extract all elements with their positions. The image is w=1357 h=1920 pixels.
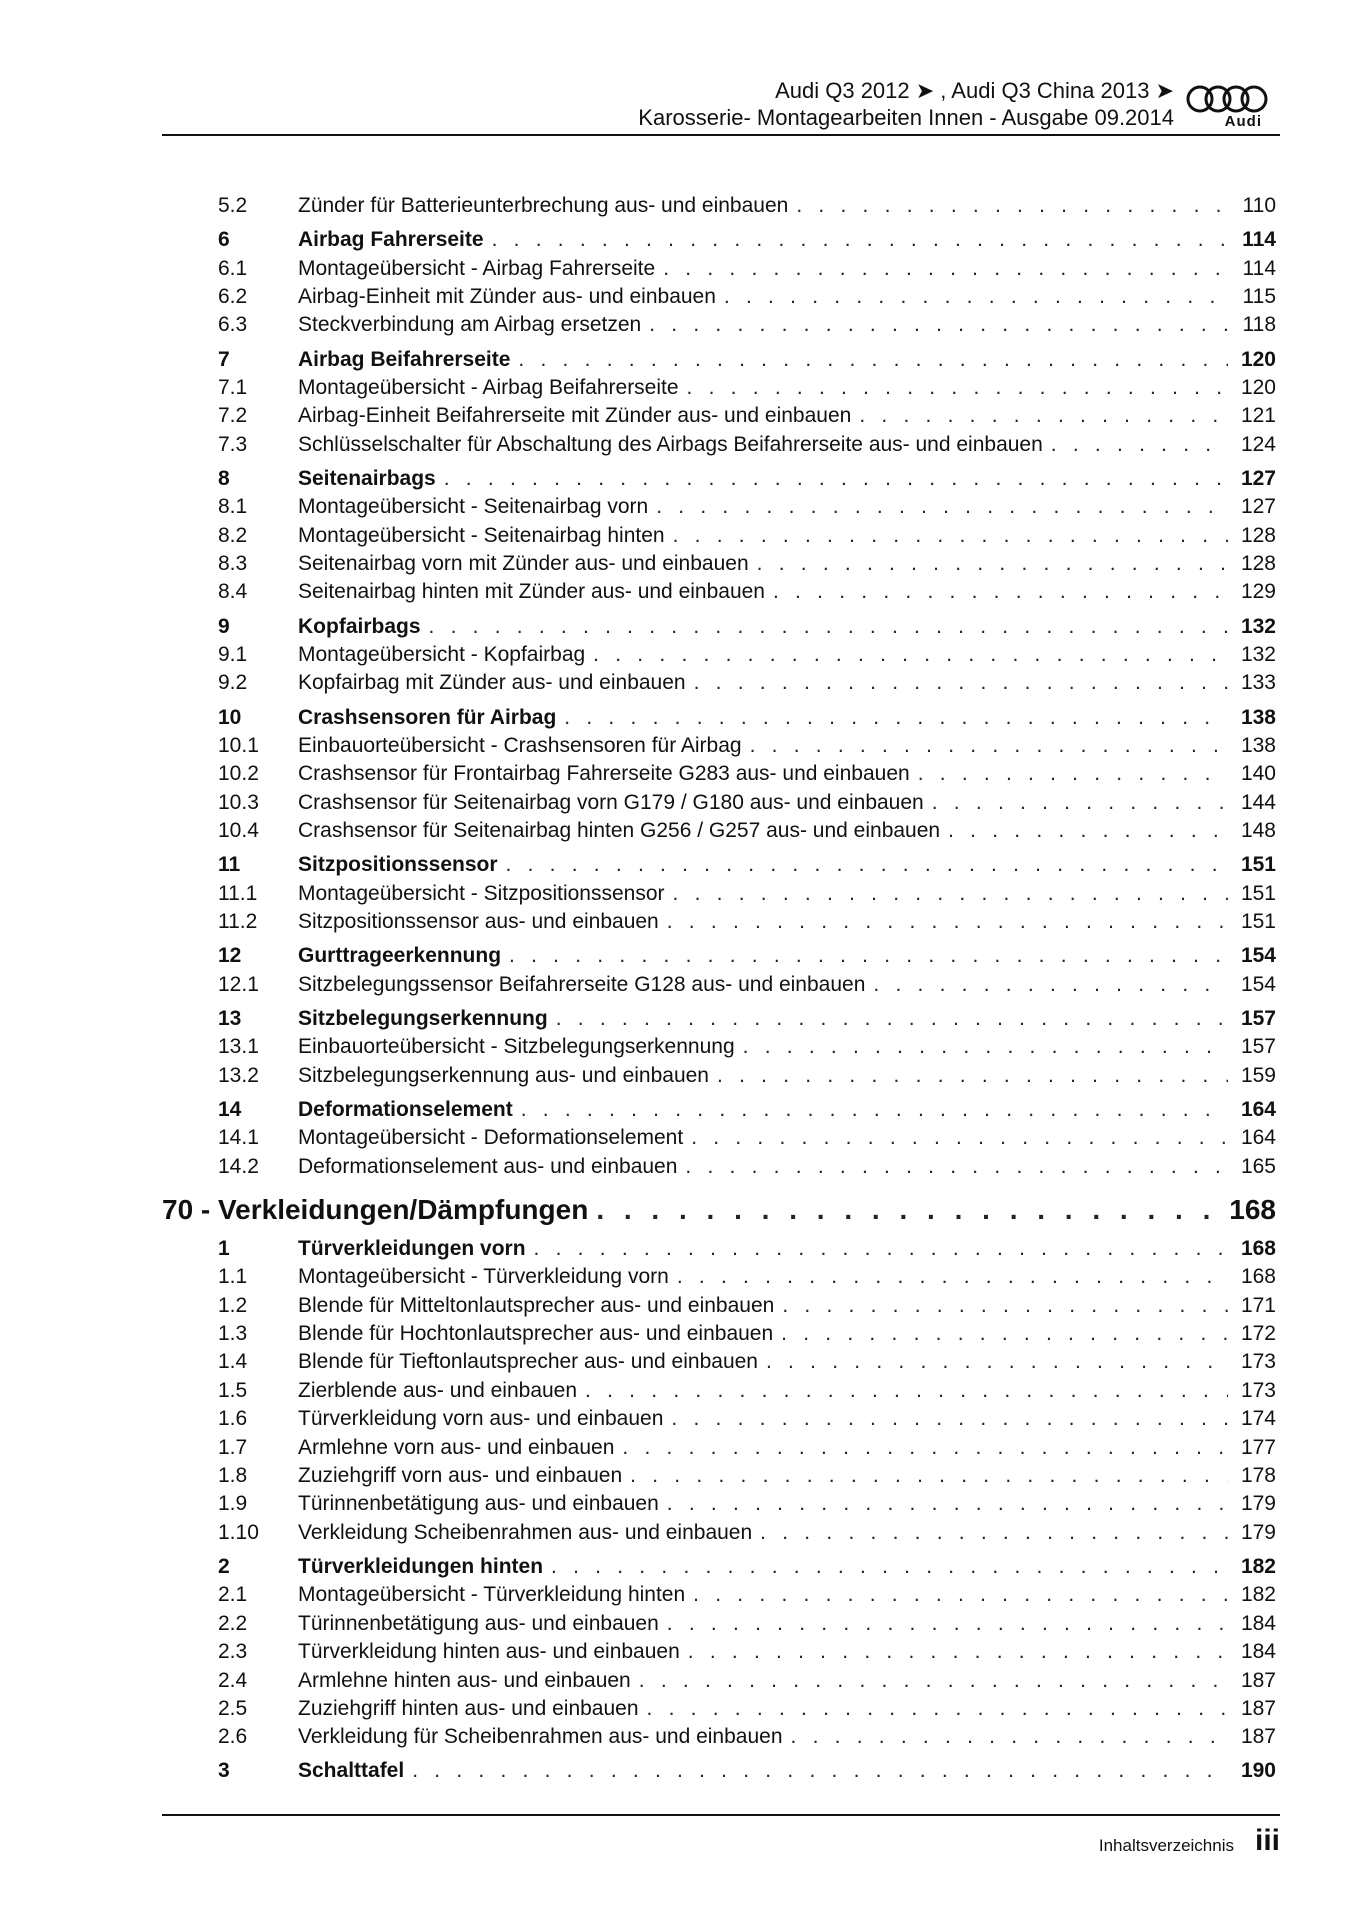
toc-entry-page: 132 bbox=[1240, 643, 1276, 667]
toc-subsection[interactable] bbox=[162, 311, 1276, 339]
toc-entry-number: 5.2 bbox=[218, 194, 248, 217]
toc-leader-dots bbox=[412, 1757, 1228, 1785]
toc-section[interactable] bbox=[162, 851, 1276, 879]
toc-leader-dots bbox=[873, 971, 1228, 999]
toc-leader-dots bbox=[444, 465, 1228, 493]
toc-entry-title: Crashsensor für Seitenairbag hinten G256 / G257 aus- und einbauen bbox=[298, 819, 941, 843]
toc-entry-number: 1.1 bbox=[218, 1265, 248, 1289]
toc-subsection[interactable] bbox=[162, 1263, 1276, 1291]
toc-entry-title: Sitzpositionssensor aus- und einbauen bbox=[298, 910, 659, 934]
toc-entry-title: Türinnenbetätigung aus- und einbauen bbox=[298, 1492, 659, 1516]
toc-leader-dots bbox=[521, 1096, 1228, 1124]
toc-subsection[interactable] bbox=[162, 283, 1276, 311]
toc-subsection[interactable] bbox=[162, 1667, 1276, 1695]
toc-entry-page: 120 bbox=[1240, 347, 1276, 371]
toc-leader-dots bbox=[593, 641, 1228, 669]
toc-entry-title: Deformationselement bbox=[298, 1097, 513, 1121]
toc-leader-dots bbox=[564, 704, 1228, 732]
toc-entry-title: Crashsensor für Seitenairbag vorn G179 / G180 aus- und einbauen bbox=[298, 790, 924, 814]
toc-entry-number: 9.2 bbox=[218, 671, 248, 695]
header-model-line: Audi Q3 2012 ➤ , Audi Q3 China 2013 ➤ bbox=[775, 78, 1174, 103]
toc-entry-title: Türverkleidung vorn aus- und einbauen bbox=[298, 1407, 664, 1431]
toc-entry-number: 10 bbox=[218, 705, 242, 729]
toc-entry-page: 154 bbox=[1240, 944, 1276, 968]
toc-entry-title: Seitenairbag hinten mit Zünder aus- und einbauen bbox=[298, 580, 765, 604]
toc-subsection[interactable] bbox=[162, 1124, 1276, 1152]
toc-entry-number: 8.4 bbox=[218, 580, 248, 604]
toc-entry-page: 151 bbox=[1240, 881, 1276, 905]
toc-entry-page: 187 bbox=[1240, 1668, 1276, 1692]
toc-subsection[interactable] bbox=[162, 1405, 1276, 1433]
toc-section[interactable] bbox=[162, 1005, 1276, 1033]
toc-entry-title: Zierblende aus- und einbauen bbox=[298, 1378, 578, 1402]
toc-entry-title: Verkleidung Scheibenrahmen aus- und einbauen bbox=[298, 1520, 753, 1544]
toc-entry-page: 178 bbox=[1240, 1463, 1276, 1487]
toc-entry-page: 173 bbox=[1240, 1350, 1276, 1374]
toc-leader-dots bbox=[760, 1519, 1228, 1547]
toc-entry-page: 120 bbox=[1240, 375, 1276, 399]
toc-entry-page: 164 bbox=[1240, 1097, 1276, 1121]
toc-subsection[interactable] bbox=[162, 641, 1276, 669]
toc-subsection[interactable] bbox=[162, 1292, 1276, 1320]
toc-entry-page: 151 bbox=[1240, 853, 1276, 877]
toc-entry-page: 168 bbox=[1240, 1236, 1276, 1260]
toc-leader-dots bbox=[671, 1405, 1228, 1433]
toc-entry-title: Montageübersicht - Türverkleidung hinten bbox=[298, 1583, 686, 1607]
toc-leader-dots bbox=[667, 1490, 1228, 1518]
toc-entry-page: 138 bbox=[1240, 734, 1276, 758]
toc-entry-number: 10.2 bbox=[218, 762, 259, 786]
toc-entry-title: Sitzpositionssensor bbox=[298, 853, 498, 877]
toc-entry-number: 10.3 bbox=[218, 790, 259, 814]
toc-subsection[interactable] bbox=[162, 493, 1276, 521]
toc-subsection[interactable] bbox=[162, 1581, 1276, 1609]
toc-subsection[interactable] bbox=[162, 1610, 1276, 1638]
toc-entry-title: Crashsensoren für Airbag bbox=[298, 705, 557, 729]
toc-leader-dots bbox=[796, 192, 1228, 220]
toc-entry-title: Montageübersicht - Kopfairbag bbox=[298, 643, 586, 667]
toc-section[interactable] bbox=[162, 346, 1276, 374]
toc-entry-page: 140 bbox=[1240, 762, 1276, 786]
toc-subsection[interactable] bbox=[162, 374, 1276, 402]
toc-leader-dots bbox=[791, 1723, 1228, 1751]
toc-entry-number: 1.2 bbox=[218, 1293, 248, 1317]
toc-subsection[interactable] bbox=[162, 971, 1276, 999]
toc-entry-number: 1 bbox=[218, 1236, 230, 1260]
toc-leader-dots bbox=[717, 1062, 1228, 1090]
toc-entry-title: Montageübersicht - Airbag Fahrerseite bbox=[298, 256, 656, 280]
toc-subsection[interactable] bbox=[162, 1462, 1276, 1490]
toc-section[interactable] bbox=[162, 1553, 1276, 1581]
toc-entry-title: Deformationselement aus- und einbauen bbox=[298, 1154, 678, 1178]
toc-entry-title: Airbag-Einheit mit Zünder aus- und einbauen bbox=[298, 284, 716, 308]
toc-leader-dots bbox=[773, 578, 1228, 606]
toc-entry-number: 2.3 bbox=[218, 1640, 248, 1664]
toc-entry-title: 70 - Verkleidungen/Dämpfungen bbox=[162, 1194, 589, 1226]
toc-entry-title: Zuziehgriff vorn aus- und einbauen bbox=[298, 1463, 623, 1487]
toc-entry-number: 10.4 bbox=[218, 819, 259, 843]
toc-leader-dots bbox=[693, 1581, 1228, 1609]
toc-entry-number: 2 bbox=[218, 1554, 230, 1578]
toc-entry-number: 11 bbox=[218, 853, 241, 877]
toc-leader-dots bbox=[647, 1695, 1228, 1723]
toc-leader-dots bbox=[506, 851, 1228, 879]
toc-leader-dots bbox=[757, 550, 1228, 578]
toc-entry-page: 174 bbox=[1240, 1407, 1276, 1431]
toc-entry-number: 13 bbox=[218, 1006, 242, 1030]
toc-entry-page: 165 bbox=[1240, 1154, 1276, 1178]
toc-entry-page: 164 bbox=[1240, 1126, 1276, 1150]
toc-leader-dots bbox=[673, 880, 1228, 908]
toc-entry-page: 128 bbox=[1240, 552, 1276, 576]
toc-leader-dots bbox=[518, 346, 1228, 374]
toc-leader-dots bbox=[656, 493, 1228, 521]
toc-entry-title: Kopfairbag mit Zünder aus- und einbauen bbox=[298, 671, 686, 695]
toc-entry-number: 2.4 bbox=[218, 1668, 248, 1692]
toc-entry-number: 13.1 bbox=[218, 1035, 259, 1059]
toc-entry-title: Airbag-Einheit Beifahrerseite mit Zünder aus- und einbauen bbox=[298, 404, 852, 428]
toc-leader-dots bbox=[663, 255, 1228, 283]
toc-entry-page: 187 bbox=[1240, 1696, 1276, 1720]
toc-entry-number: 1.10 bbox=[218, 1520, 259, 1544]
toc-entry-page: 157 bbox=[1240, 1035, 1276, 1059]
toc-entry-title: Sitzbelegungserkennung aus- und einbauen bbox=[298, 1063, 709, 1087]
toc-entry-page: 132 bbox=[1240, 614, 1276, 638]
toc-leader-dots bbox=[596, 1191, 1221, 1229]
toc-leader-dots bbox=[781, 1320, 1228, 1348]
toc-entry-title: Türverkleidung hinten aus- und einbauen bbox=[298, 1640, 680, 1664]
toc-entry-page: 182 bbox=[1240, 1583, 1276, 1607]
toc-section[interactable] bbox=[162, 1096, 1276, 1124]
toc-entry-page: 182 bbox=[1240, 1554, 1276, 1578]
toc-entry-page: 168 bbox=[1240, 1265, 1276, 1289]
toc-entry-number: 1.9 bbox=[218, 1492, 248, 1516]
toc-entry-title: Montageübersicht - Sitzpositionssensor bbox=[298, 881, 665, 905]
toc-subsection[interactable] bbox=[162, 431, 1276, 459]
toc-entry-title: Kopfairbags bbox=[298, 614, 421, 638]
toc-entry-page: 173 bbox=[1240, 1378, 1276, 1402]
toc-entry-number: 1.6 bbox=[218, 1407, 248, 1431]
toc-entry-page: 121 bbox=[1240, 404, 1276, 428]
toc-leader-dots bbox=[639, 1667, 1228, 1695]
toc-subsection[interactable] bbox=[162, 880, 1276, 908]
toc-entry-page: 184 bbox=[1240, 1611, 1276, 1635]
toc-subsection[interactable] bbox=[162, 1638, 1276, 1666]
toc-entry-page: 124 bbox=[1240, 432, 1276, 456]
toc-leader-dots bbox=[694, 669, 1228, 697]
toc-section[interactable] bbox=[162, 465, 1276, 493]
toc-entry-page: 110 bbox=[1242, 194, 1276, 217]
toc-subsection[interactable] bbox=[162, 192, 1276, 220]
toc-entry-number: 10.1 bbox=[218, 734, 259, 758]
footer-rule bbox=[162, 1814, 1280, 1816]
toc-entry-page: 154 bbox=[1240, 972, 1276, 996]
toc-entry-title: Zünder für Batterieunterbrechung aus- und einbauen bbox=[298, 194, 789, 217]
toc-entry-title: Türverkleidungen vorn bbox=[298, 1236, 526, 1260]
toc-section[interactable] bbox=[162, 704, 1276, 732]
toc-leader-dots bbox=[673, 522, 1228, 550]
toc-leader-dots bbox=[932, 789, 1228, 817]
toc-section[interactable] bbox=[162, 1235, 1276, 1263]
toc-entry-number: 14.1 bbox=[218, 1126, 259, 1150]
toc-entry-page: 127 bbox=[1240, 466, 1276, 490]
toc-entry-number: 7.3 bbox=[218, 432, 248, 456]
toc-entry-title: Schlüsselschalter für Abschaltung des Airbags Beifahrerseite aus- und einbauen bbox=[298, 432, 1043, 456]
toc-entry-number: 12.1 bbox=[218, 972, 259, 996]
toc-subsection[interactable] bbox=[162, 908, 1276, 936]
toc-entry-number: 2.1 bbox=[218, 1583, 248, 1607]
toc-entry-number: 1.8 bbox=[218, 1463, 248, 1487]
toc-leader-dots bbox=[667, 1610, 1228, 1638]
toc-entry-number: 8.2 bbox=[218, 523, 248, 547]
toc-entry-number: 8 bbox=[218, 466, 230, 490]
toc-entry-page: 128 bbox=[1240, 523, 1276, 547]
footer-label: Inhaltsverzeichnis bbox=[1098, 1836, 1234, 1855]
toc-subsection[interactable] bbox=[162, 732, 1276, 760]
toc-entry-number: 6.2 bbox=[218, 284, 248, 308]
toc-entry-page: 114 bbox=[1242, 256, 1276, 280]
toc-entry-title: Airbag Fahrerseite bbox=[298, 228, 484, 252]
toc-entry-title: Einbauorteübersicht - Crashsensoren für Airbag bbox=[298, 734, 742, 758]
toc-entry-page: 114 bbox=[1242, 228, 1276, 252]
toc-entry-number: 1.7 bbox=[218, 1435, 248, 1459]
toc-entry-number: 13.2 bbox=[218, 1063, 259, 1087]
toc-subsection[interactable] bbox=[162, 789, 1276, 817]
toc-entry-title: Blende für Mitteltonlautsprecher aus- und einbauen bbox=[298, 1293, 775, 1317]
toc-leader-dots bbox=[630, 1462, 1228, 1490]
footer-page-number: iii bbox=[1254, 1824, 1280, 1857]
toc-leader-dots bbox=[724, 283, 1228, 311]
toc-entry-title: Türinnenbetätigung aus- und einbauen bbox=[298, 1611, 659, 1635]
toc-entry-number: 1.4 bbox=[218, 1350, 248, 1374]
toc-entry-number: 6.1 bbox=[218, 256, 248, 280]
toc-leader-dots bbox=[492, 226, 1228, 254]
toc-subsection[interactable] bbox=[162, 669, 1276, 697]
toc-leader-dots bbox=[766, 1348, 1228, 1376]
toc-leader-dots bbox=[687, 374, 1228, 402]
toc-leader-dots bbox=[667, 908, 1228, 936]
table-of-contents bbox=[162, 192, 1276, 1786]
toc-leader-dots bbox=[743, 1033, 1228, 1061]
toc-entry-number: 12 bbox=[218, 944, 242, 968]
toc-entry-title: Türverkleidungen hinten bbox=[298, 1554, 544, 1578]
toc-entry-title: Montageübersicht - Seitenairbag hinten bbox=[298, 523, 665, 547]
toc-section[interactable] bbox=[162, 942, 1276, 970]
toc-entry-number: 2.6 bbox=[218, 1725, 248, 1749]
toc-entry-title: Armlehne vorn aus- und einbauen bbox=[298, 1435, 615, 1459]
toc-entry-number: 1.3 bbox=[218, 1322, 248, 1346]
toc-entry-page: 159 bbox=[1240, 1063, 1276, 1087]
toc-leader-dots bbox=[534, 1235, 1228, 1263]
toc-entry-number: 9 bbox=[218, 614, 230, 638]
toc-subsection[interactable] bbox=[162, 402, 1276, 430]
toc-subsection[interactable] bbox=[162, 522, 1276, 550]
toc-leader-dots bbox=[509, 942, 1228, 970]
toc-entry-number: 7.2 bbox=[218, 404, 248, 428]
toc-subsection[interactable] bbox=[162, 255, 1276, 283]
audi-logo-text: Audi bbox=[1224, 113, 1262, 130]
toc-entry-number: 11.2 bbox=[218, 910, 258, 934]
toc-entry-title: Steckverbindung am Airbag ersetzen bbox=[298, 313, 642, 337]
toc-chapter[interactable] bbox=[162, 1191, 1276, 1229]
toc-subsection[interactable] bbox=[162, 1033, 1276, 1061]
toc-leader-dots bbox=[948, 817, 1228, 845]
toc-subsection[interactable] bbox=[162, 1377, 1276, 1405]
toc-entry-title: Blende für Tieftonlautsprecher aus- und einbauen bbox=[298, 1350, 758, 1374]
toc-entry-title: Blende für Hochtonlautsprecher aus- und einbauen bbox=[298, 1322, 774, 1346]
toc-entry-page: 133 bbox=[1240, 671, 1276, 695]
toc-leader-dots bbox=[750, 732, 1228, 760]
toc-entry-title: Montageübersicht - Airbag Beifahrerseite bbox=[298, 375, 679, 399]
toc-entry-page: 190 bbox=[1240, 1759, 1276, 1783]
toc-entry-number: 14 bbox=[218, 1097, 242, 1121]
toc-section[interactable] bbox=[162, 226, 1276, 254]
toc-entry-title: Verkleidung für Scheibenrahmen aus- und einbauen bbox=[298, 1725, 783, 1749]
toc-leader-dots bbox=[556, 1005, 1228, 1033]
toc-leader-dots bbox=[691, 1124, 1228, 1152]
toc-subsection[interactable] bbox=[162, 578, 1276, 606]
toc-subsection[interactable] bbox=[162, 1153, 1276, 1181]
toc-entry-number: 7.1 bbox=[218, 375, 248, 399]
toc-entry-number: 8.3 bbox=[218, 552, 248, 576]
header-rule bbox=[162, 134, 1280, 136]
toc-entry-page: 187 bbox=[1240, 1725, 1276, 1749]
toc-subsection[interactable] bbox=[162, 1062, 1276, 1090]
toc-entry-page: 144 bbox=[1240, 790, 1276, 814]
toc-entry-number: 6 bbox=[218, 228, 230, 252]
toc-section[interactable] bbox=[162, 613, 1276, 641]
toc-entry-title: Montageübersicht - Deformationselement bbox=[298, 1126, 684, 1150]
toc-leader-dots bbox=[585, 1377, 1228, 1405]
toc-leader-dots bbox=[782, 1292, 1228, 1320]
toc-subsection[interactable] bbox=[162, 1320, 1276, 1348]
toc-leader-dots bbox=[649, 311, 1228, 339]
toc-entry-title: Seitenairbags bbox=[298, 466, 436, 490]
toc-entry-page: 179 bbox=[1240, 1520, 1276, 1544]
page-footer bbox=[162, 1814, 1280, 1857]
toc-leader-dots bbox=[622, 1434, 1228, 1462]
toc-entry-number: 11.1 bbox=[218, 881, 258, 905]
toc-entry-page: 172 bbox=[1240, 1322, 1276, 1346]
toc-leader-dots bbox=[429, 613, 1228, 641]
toc-entry-page: 157 bbox=[1240, 1006, 1276, 1030]
toc-subsection[interactable] bbox=[162, 1490, 1276, 1518]
toc-entry-title: Montageübersicht - Seitenairbag vorn bbox=[298, 495, 649, 519]
toc-entry-page: 129 bbox=[1240, 580, 1276, 604]
toc-entry-title: Schalttafel bbox=[298, 1759, 405, 1783]
toc-leader-dots bbox=[1051, 431, 1228, 459]
toc-entry-page: 127 bbox=[1240, 495, 1276, 519]
toc-entry-number: 6.3 bbox=[218, 313, 248, 337]
toc-entry-title: Einbauorteübersicht - Sitzbelegungserkennung bbox=[298, 1035, 735, 1059]
toc-entry-title: Crashsensor für Frontairbag Fahrerseite G283 aus- und einbauen bbox=[298, 762, 910, 786]
toc-leader-dots bbox=[918, 760, 1228, 788]
toc-leader-dots bbox=[685, 1153, 1228, 1181]
toc-entry-page: 168 bbox=[1229, 1194, 1276, 1226]
header-title-line: Karosserie- Montagearbeiten Innen - Ausgabe 09.2014 bbox=[638, 105, 1174, 130]
toc-entry-number: 14.2 bbox=[218, 1154, 259, 1178]
toc-entry-page: 179 bbox=[1240, 1492, 1276, 1516]
toc-entry-title: Sitzbelegungserkennung bbox=[298, 1006, 548, 1030]
toc-entry-number: 9.1 bbox=[218, 643, 248, 667]
toc-subsection[interactable] bbox=[162, 1723, 1276, 1751]
toc-entry-title: Zuziehgriff hinten aus- und einbauen bbox=[298, 1696, 639, 1720]
toc-entry-page: 184 bbox=[1240, 1640, 1276, 1664]
toc-entry-page: 138 bbox=[1240, 705, 1276, 729]
toc-entry-title: Gurttrageerkennung bbox=[298, 944, 502, 968]
toc-entry-number: 3 bbox=[218, 1759, 230, 1783]
toc-entry-number: 1.5 bbox=[218, 1378, 248, 1402]
toc-entry-title: Airbag Beifahrerseite bbox=[298, 347, 511, 371]
toc-entry-page: 148 bbox=[1240, 819, 1276, 843]
toc-entry-title: Seitenairbag vorn mit Zünder aus- und einbauen bbox=[298, 552, 749, 576]
toc-entry-number: 2.5 bbox=[218, 1696, 248, 1720]
toc-subsection[interactable] bbox=[162, 1348, 1276, 1376]
toc-leader-dots bbox=[551, 1553, 1228, 1581]
toc-entry-page: 115 bbox=[1242, 284, 1276, 308]
toc-leader-dots bbox=[688, 1638, 1228, 1666]
page-header bbox=[162, 78, 1280, 136]
toc-entry-number: 7 bbox=[218, 347, 230, 371]
toc-entry-page: 177 bbox=[1240, 1435, 1276, 1459]
toc-subsection[interactable] bbox=[162, 760, 1276, 788]
toc-entry-number: 2.2 bbox=[218, 1611, 248, 1635]
toc-entry-title: Armlehne hinten aus- und einbauen bbox=[298, 1668, 631, 1692]
toc-entry-title: Montageübersicht - Türverkleidung vorn bbox=[298, 1265, 669, 1289]
toc-entry-number: 8.1 bbox=[218, 495, 248, 519]
toc-subsection[interactable] bbox=[162, 1519, 1276, 1547]
toc-entry-title: Sitzbelegungssensor Beifahrerseite G128 aus- und einbauen bbox=[298, 972, 866, 996]
toc-entry-page: 171 bbox=[1240, 1293, 1276, 1317]
toc-entry-page: 151 bbox=[1240, 910, 1276, 934]
toc-leader-dots bbox=[677, 1263, 1228, 1291]
toc-subsection[interactable] bbox=[162, 1695, 1276, 1723]
toc-subsection[interactable] bbox=[162, 1434, 1276, 1462]
toc-entry-page: 118 bbox=[1242, 313, 1276, 337]
toc-subsection[interactable] bbox=[162, 550, 1276, 578]
toc-section[interactable] bbox=[162, 1757, 1276, 1785]
toc-subsection[interactable] bbox=[162, 817, 1276, 845]
toc-leader-dots bbox=[859, 402, 1228, 430]
